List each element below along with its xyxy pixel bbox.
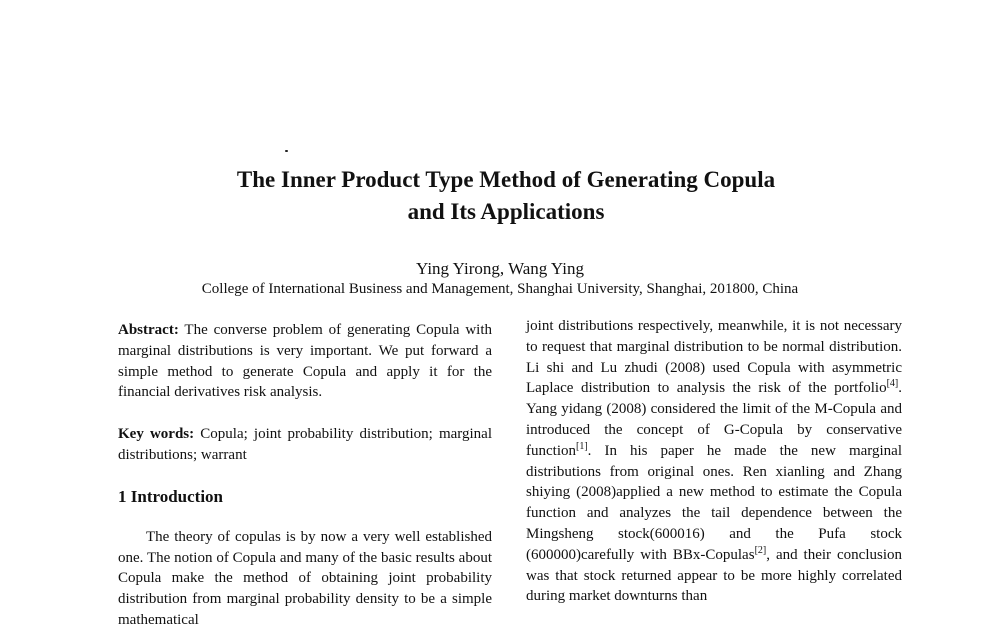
affiliation: College of International Business and Management, Shanghai University, Shanghai, 201800, China — [201, 281, 799, 297]
right-text-2: . Yang yidang (2008) considered the limit of the M-Copula and introduced the concept of G-Copula by conservative function — [526, 380, 902, 459]
paper-title — [150, 164, 862, 228]
citation-4: [4] — [886, 378, 899, 390]
keywords — [118, 424, 492, 466]
title-line-1: The Inner Product Type Method of Generating Copula — [236, 167, 776, 192]
abstract-text: The converse problem of generating Copula with marginal distributions is very important. We put forward a simple method to generate Copula and apply it for the financial derivatives risk analysis. — [118, 322, 492, 401]
citation-1: [1] — [576, 440, 588, 452]
section-heading-introduction: 1 Introduction — [118, 486, 224, 506]
abstract-label: Abstract: — [118, 322, 179, 338]
right-text-4: , and their conclusion was that stock returned appear to be more highly correlated during market downturns than — [526, 546, 902, 605]
stray-mark — [285, 150, 288, 152]
citation-2: [2] — [754, 544, 767, 556]
left-column — [118, 320, 492, 631]
right-column — [526, 316, 902, 607]
title-line-2: and Its Applications — [407, 199, 605, 224]
keywords-text: Copula; joint probability distribution; marginal distributions; warrant — [118, 426, 492, 463]
abstract — [118, 320, 492, 403]
right-text-1: joint distributions respectively, meanwhile, it is not necessary to request that marginal distribution to be normal distribution. Li shi and Lu zhudi (2008) used Copula with asymmetric Laplace distribution to analysis the risk of the portfolio — [526, 318, 902, 397]
intro-paragraph: The theory of copulas is by now a very well established one. The notion of Copula and many of the basic results about Copula make the method of obtaining joint probability distribution from marginal probability density to be a simple mathematical — [118, 528, 492, 628]
keywords-label: Key words: — [118, 426, 195, 443]
right-paragraph — [526, 316, 902, 607]
authors: Ying Yirong, Wang Ying — [415, 259, 584, 278]
right-text-3: . In his paper he made the new marginal distributions from original ones. Ren xianling and Zhang shiying (2008)applied a new method to estimate the Copula function and analyzes the tail dependence between the Mingsheng stock(600016) and the Pufa stock (600000)carefully with BBx-Copulas — [526, 442, 902, 563]
